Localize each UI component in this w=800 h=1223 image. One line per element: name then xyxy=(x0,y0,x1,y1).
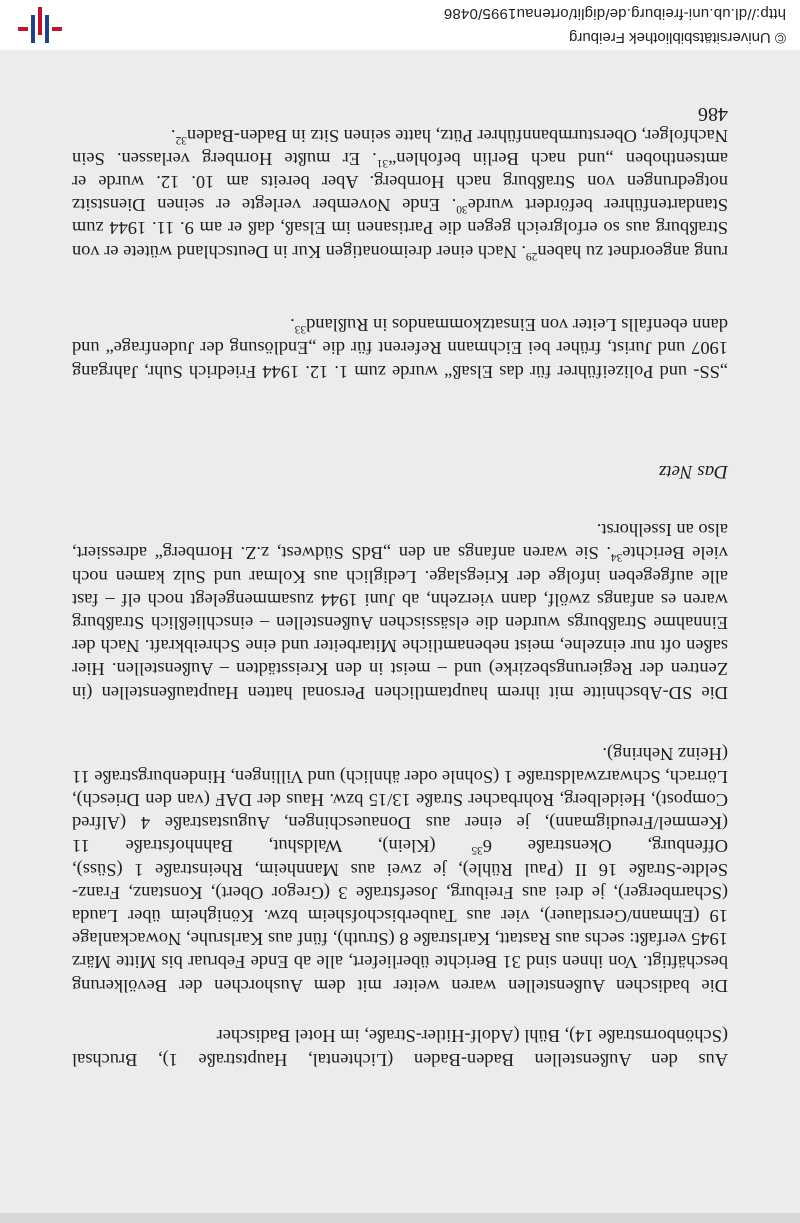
paragraph-badische-aussenstellen xyxy=(72,741,728,996)
viewer-bottom-strip xyxy=(0,1213,800,1223)
paragraph-baden-baden xyxy=(72,1024,728,1070)
paragraph-text: . Sie waren anfangs an den „BdS Südwest, z.Z. Hornberg“ adressiert, also an Isselhorst. xyxy=(71,520,728,564)
footnote-ref: 35 xyxy=(471,844,483,857)
page-number: 486 xyxy=(698,103,728,125)
paragraph-kur-in-deutschland xyxy=(72,123,728,262)
paragraph-text: Aus den Außenstellen Baden-Baden (Lichtental, Hauptstraße 1), Bruchsal (Schönbornstraße 14), Bühl (Adolf-Hitler-Straße, im Hotel Badischer xyxy=(72,1026,728,1070)
copyright-text: © Universitätsbibliothek Freiburg xyxy=(569,29,786,46)
footnote-ref: 30 xyxy=(456,203,468,216)
paragraph-text: Die SD-Abschnitte mit ihrem hauptamtlichen Personal hatten Hauptaußenstellen (in Zentren der Regierungsbezirke) und – meist in den Kreisstädten – Außenstellen. Hier saßen oft nur einzelne, meist nebenamtliche Mitarbeiter und eine Schreibkraft. Nach der Einnahme Straßburgs wurden die elsässischen Außenstellen – einschließlich Straßburg waren es anfangs zwölf, dann vierzehn, ab Juni 1944 zusammengelegt noch elf – fast alle aufgegeben infolge der Kriegslage. Lediglich aus Kolmar und Sulz kamen noch viele Berichte xyxy=(72,543,728,703)
footnote-ref: 31 xyxy=(376,156,389,169)
paragraph-text: „SS- und Polizeiführer für das Elsaß“ wurde zum 1. 12. 1944 Friedrich Suhr, Jahrgang 1907 und Jurist, früher bei Eichmann Referent für die „Endlösung der Judenfrage“ und dann ebenfalls Leiter von Einsatzkommandos in Rußland xyxy=(72,315,728,382)
paragraph-text: Die badischen Außenstellen waren weiter mit dem Aushorchen der Bevölkerung beschäftigt. Von ihnen sind 31 Berichte überliefert, alle ab Ende Februar bis Mitte März 1945 verfaßt: sechs aus Rastatt, Karlstraße 8 (Struth), fünf aus Karlsruhe, Nowackanlage 19 (Ehmann/Gerstlauer), vier aus Tauberbischofsheim bzw. Königheim über Lauda (Scharnberger), je drei aus Freiburg, Josefstraße 3 (Gregor Obert), Konstanz, Franz-Seldte-Straße 16 II (Paul Rühle), je zwei aus Mannheim, Rheinstraße 1 (Süss), Offenburg, Okenstraße 6 xyxy=(72,836,728,996)
paragraph-text: (Klein), Waldshut, Bahnhofstraße 11 (Kemmel/Freudigmann), je einer aus Donaueschingen, Augustastraße 4 (Alfred Compost), Heidelberg, Rohrbacher Straße 13/15 bzw. Haus der DAF (van den Driesch), Lörrach, Schwarzwaldstraße 1 (Sohnle oder ähnlich) und Villingen, Hindenburgstraße 11 (Heinz Nehring). xyxy=(71,743,728,857)
paragraph-text: . Er mußte Hornberg verlassen. Sein Nachfolger, Obersturmbannführer Pütz, hatte seinen Sitz in Baden-Baden xyxy=(72,125,728,169)
paragraph-sd-abschnitte xyxy=(72,518,728,704)
footnote-ref: 33 xyxy=(294,323,307,336)
footnote-ref: 32 xyxy=(175,133,187,146)
permalink-url[interactable]: http://dl.ub.uni-freiburg.de/diglit/ortenau1995/0486 xyxy=(443,5,786,22)
paragraph-text: . Nach einer dreimonatigen Kur in Deutschland wütete er von Straßburg aus so erfolgreich gegen die Partisanen im Elsaß, daß er am 9. 11. 1944 zum Standartenführer befördert wurde xyxy=(72,195,728,262)
footnote-ref: 34 xyxy=(610,551,623,564)
university-library-logo-icon xyxy=(16,7,62,47)
header-bar xyxy=(0,0,800,50)
paragraph-text: . xyxy=(170,125,176,146)
paragraph-text: rung angeordnet zu haben xyxy=(537,241,728,262)
section-heading: Das Netz xyxy=(658,461,728,482)
paragraph-text: . xyxy=(290,315,295,336)
paragraph-text: . Ende November verlegte er seinen Dienstsitz notgedrungen von Straßburg nach Hornberg. Aber bereits am 10. 12. wurde er amtsenthoben „und nach Berlin befohlen“ xyxy=(71,148,728,216)
paragraph-ss-polizeifuehrer xyxy=(72,313,728,383)
footnote-ref: 29 xyxy=(525,249,538,262)
